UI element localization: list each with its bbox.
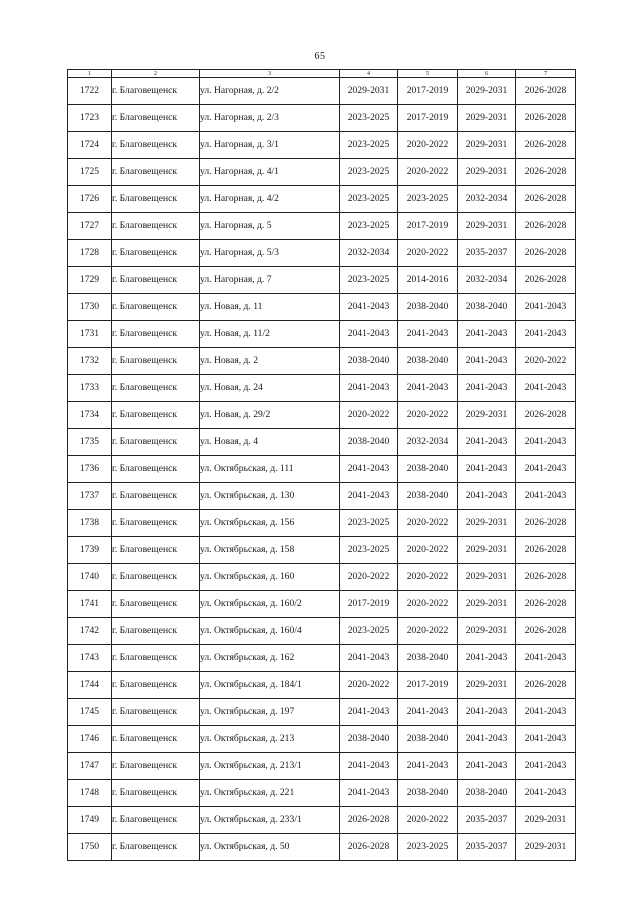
row-number: 1724 <box>68 132 112 159</box>
period-col7-cell: 2041-2043 <box>516 645 576 672</box>
city-cell: г. Благовещенск <box>112 321 200 348</box>
period-col6-cell: 2029-2031 <box>458 105 516 132</box>
page-number: 65 <box>314 51 326 62</box>
period-col6-cell: 2032-2034 <box>458 186 516 213</box>
period-col4-cell: 2041-2043 <box>340 375 398 402</box>
period-col5-cell: 2041-2043 <box>398 753 458 780</box>
table-row <box>68 753 576 780</box>
table-row <box>68 240 576 267</box>
address-cell: ул. Нагорная, д. 2/2 <box>200 78 340 105</box>
period-col5-cell: 2014-2016 <box>398 267 458 294</box>
period-col5-cell: 2041-2043 <box>398 375 458 402</box>
period-col4-cell: 2032-2034 <box>340 240 398 267</box>
address-cell: ул. Октябрьская, д. 162 <box>200 645 340 672</box>
period-col6-cell: 2041-2043 <box>458 753 516 780</box>
period-col4-cell: 2020-2022 <box>340 564 398 591</box>
table-row <box>68 402 576 429</box>
table-row <box>68 375 576 402</box>
row-number: 1722 <box>68 78 112 105</box>
address-cell: ул. Новая, д. 29/2 <box>200 402 340 429</box>
city-cell: г. Благовещенск <box>112 618 200 645</box>
period-col4-cell: 2041-2043 <box>340 483 398 510</box>
table-row <box>68 537 576 564</box>
period-col6-cell: 2041-2043 <box>458 321 516 348</box>
city-cell: г. Благовещенск <box>112 240 200 267</box>
period-col4-cell: 2017-2019 <box>340 591 398 618</box>
address-cell: ул. Нагорная, д. 5 <box>200 213 340 240</box>
city-cell: г. Благовещенск <box>112 537 200 564</box>
period-col7-cell: 2026-2028 <box>516 78 576 105</box>
period-col5-cell: 2017-2019 <box>398 213 458 240</box>
period-col4-cell: 2038-2040 <box>340 348 398 375</box>
address-cell: ул. Нагорная, д. 4/2 <box>200 186 340 213</box>
city-cell: г. Благовещенск <box>112 213 200 240</box>
period-col7-cell: 2041-2043 <box>516 375 576 402</box>
table-row <box>68 105 576 132</box>
address-cell: ул. Нагорная, д. 2/3 <box>200 105 340 132</box>
column-number: 3 <box>200 70 340 78</box>
period-col4-cell: 2041-2043 <box>340 321 398 348</box>
period-col7-cell: 2041-2043 <box>516 726 576 753</box>
city-cell: г. Благовещенск <box>112 591 200 618</box>
address-cell: ул. Новая, д. 2 <box>200 348 340 375</box>
row-number: 1747 <box>68 753 112 780</box>
period-col4-cell: 2041-2043 <box>340 456 398 483</box>
period-col7-cell: 2041-2043 <box>516 780 576 807</box>
period-col6-cell: 2029-2031 <box>458 591 516 618</box>
period-col6-cell: 2041-2043 <box>458 429 516 456</box>
period-col4-cell: 2023-2025 <box>340 132 398 159</box>
period-col5-cell: 2023-2025 <box>398 834 458 861</box>
period-col4-cell: 2029-2031 <box>340 78 398 105</box>
period-col4-cell: 2038-2040 <box>340 429 398 456</box>
period-col6-cell: 2029-2031 <box>458 159 516 186</box>
table-row <box>68 510 576 537</box>
period-col7-cell: 2041-2043 <box>516 699 576 726</box>
city-cell: г. Благовещенск <box>112 510 200 537</box>
period-col7-cell: 2041-2043 <box>516 456 576 483</box>
column-number-row <box>68 70 576 78</box>
column-number: 5 <box>398 70 458 78</box>
address-cell: ул. Октябрьская, д. 221 <box>200 780 340 807</box>
period-col6-cell: 2041-2043 <box>458 483 516 510</box>
column-number: 2 <box>112 70 200 78</box>
row-number: 1731 <box>68 321 112 348</box>
address-cell: ул. Октябрьская, д. 130 <box>200 483 340 510</box>
city-cell: г. Благовещенск <box>112 753 200 780</box>
period-col7-cell: 2026-2028 <box>516 159 576 186</box>
period-col4-cell: 2041-2043 <box>340 645 398 672</box>
period-col5-cell: 2020-2022 <box>398 537 458 564</box>
row-number: 1725 <box>68 159 112 186</box>
period-col6-cell: 2029-2031 <box>458 510 516 537</box>
period-col4-cell: 2023-2025 <box>340 618 398 645</box>
table-row <box>68 672 576 699</box>
table-row <box>68 618 576 645</box>
period-col6-cell: 2035-2037 <box>458 834 516 861</box>
period-col4-cell: 2023-2025 <box>340 213 398 240</box>
city-cell: г. Благовещенск <box>112 807 200 834</box>
period-col6-cell: 2041-2043 <box>458 645 516 672</box>
table-row <box>68 807 576 834</box>
city-cell: г. Благовещенск <box>112 294 200 321</box>
address-cell: ул. Нагорная, д. 3/1 <box>200 132 340 159</box>
address-cell: ул. Октябрьская, д. 233/1 <box>200 807 340 834</box>
period-col7-cell: 2026-2028 <box>516 186 576 213</box>
period-col6-cell: 2041-2043 <box>458 348 516 375</box>
row-number: 1742 <box>68 618 112 645</box>
table-row <box>68 564 576 591</box>
period-col7-cell: 2026-2028 <box>516 618 576 645</box>
period-col4-cell: 2041-2043 <box>340 294 398 321</box>
table-row <box>68 456 576 483</box>
period-col4-cell: 2020-2022 <box>340 672 398 699</box>
period-col7-cell: 2026-2028 <box>516 537 576 564</box>
period-col5-cell: 2032-2034 <box>398 429 458 456</box>
period-col5-cell: 2017-2019 <box>398 78 458 105</box>
row-number: 1746 <box>68 726 112 753</box>
period-col5-cell: 2041-2043 <box>398 321 458 348</box>
period-col6-cell: 2035-2037 <box>458 807 516 834</box>
period-col4-cell: 2020-2022 <box>340 402 398 429</box>
period-col7-cell: 2029-2031 <box>516 807 576 834</box>
city-cell: г. Благовещенск <box>112 267 200 294</box>
city-cell: г. Благовещенск <box>112 375 200 402</box>
address-cell: ул. Октябрьская, д. 213 <box>200 726 340 753</box>
period-col5-cell: 2038-2040 <box>398 348 458 375</box>
city-cell: г. Благовещенск <box>112 402 200 429</box>
table-row <box>68 78 576 105</box>
table-row <box>68 213 576 240</box>
row-number: 1740 <box>68 564 112 591</box>
address-cell: ул. Октябрьская, д. 158 <box>200 537 340 564</box>
period-col6-cell: 2029-2031 <box>458 537 516 564</box>
period-col5-cell: 2038-2040 <box>398 456 458 483</box>
period-col5-cell: 2020-2022 <box>398 240 458 267</box>
city-cell: г. Благовещенск <box>112 672 200 699</box>
period-col4-cell: 2023-2025 <box>340 267 398 294</box>
address-cell: ул. Новая, д. 24 <box>200 375 340 402</box>
city-cell: г. Благовещенск <box>112 780 200 807</box>
period-col5-cell: 2038-2040 <box>398 645 458 672</box>
period-col7-cell: 2041-2043 <box>516 294 576 321</box>
period-col6-cell: 2035-2037 <box>458 240 516 267</box>
column-number: 4 <box>340 70 398 78</box>
city-cell: г. Благовещенск <box>112 726 200 753</box>
period-col6-cell: 2029-2031 <box>458 132 516 159</box>
table-row <box>68 834 576 861</box>
period-col5-cell: 2038-2040 <box>398 483 458 510</box>
address-cell: ул. Новая, д. 4 <box>200 429 340 456</box>
row-number: 1734 <box>68 402 112 429</box>
city-cell: г. Благовещенск <box>112 483 200 510</box>
period-col4-cell: 2026-2028 <box>340 807 398 834</box>
period-col4-cell: 2023-2025 <box>340 510 398 537</box>
row-number: 1748 <box>68 780 112 807</box>
row-number: 1727 <box>68 213 112 240</box>
table-row <box>68 267 576 294</box>
city-cell: г. Благовещенск <box>112 159 200 186</box>
row-number: 1723 <box>68 105 112 132</box>
city-cell: г. Благовещенск <box>112 834 200 861</box>
address-cell: ул. Октябрьская, д. 213/1 <box>200 753 340 780</box>
period-col6-cell: 2029-2031 <box>458 672 516 699</box>
city-cell: г. Благовещенск <box>112 429 200 456</box>
city-cell: г. Благовещенск <box>112 348 200 375</box>
city-cell: г. Благовещенск <box>112 105 200 132</box>
city-cell: г. Благовещенск <box>112 564 200 591</box>
period-col5-cell: 2017-2019 <box>398 105 458 132</box>
address-cell: ул. Новая, д. 11/2 <box>200 321 340 348</box>
period-col7-cell: 2041-2043 <box>516 321 576 348</box>
period-col5-cell: 2038-2040 <box>398 294 458 321</box>
period-col7-cell: 2026-2028 <box>516 240 576 267</box>
period-col6-cell: 2029-2031 <box>458 564 516 591</box>
period-col7-cell: 2041-2043 <box>516 753 576 780</box>
period-col7-cell: 2026-2028 <box>516 672 576 699</box>
table-row <box>68 348 576 375</box>
table-row <box>68 780 576 807</box>
city-cell: г. Благовещенск <box>112 645 200 672</box>
column-number: 6 <box>458 70 516 78</box>
period-col6-cell: 2041-2043 <box>458 726 516 753</box>
period-col5-cell: 2038-2040 <box>398 726 458 753</box>
period-col4-cell: 2041-2043 <box>340 780 398 807</box>
period-col5-cell: 2020-2022 <box>398 591 458 618</box>
row-number: 1730 <box>68 294 112 321</box>
housing-schedule-table <box>67 69 576 861</box>
row-number: 1741 <box>68 591 112 618</box>
table-row <box>68 645 576 672</box>
period-col6-cell: 2041-2043 <box>458 375 516 402</box>
period-col6-cell: 2041-2043 <box>458 456 516 483</box>
city-cell: г. Благовещенск <box>112 456 200 483</box>
period-col5-cell: 2020-2022 <box>398 807 458 834</box>
row-number: 1733 <box>68 375 112 402</box>
period-col6-cell: 2029-2031 <box>458 78 516 105</box>
table-row <box>68 186 576 213</box>
address-cell: ул. Октябрьская, д. 111 <box>200 456 340 483</box>
period-col4-cell: 2041-2043 <box>340 753 398 780</box>
address-cell: ул. Октябрьская, д. 160 <box>200 564 340 591</box>
period-col7-cell: 2026-2028 <box>516 591 576 618</box>
period-col7-cell: 2026-2028 <box>516 105 576 132</box>
period-col5-cell: 2023-2025 <box>398 186 458 213</box>
period-col5-cell: 2020-2022 <box>398 132 458 159</box>
period-col6-cell: 2038-2040 <box>458 294 516 321</box>
period-col6-cell: 2029-2031 <box>458 402 516 429</box>
row-number: 1738 <box>68 510 112 537</box>
table-row <box>68 483 576 510</box>
table-row <box>68 726 576 753</box>
row-number: 1737 <box>68 483 112 510</box>
table-row <box>68 429 576 456</box>
period-col6-cell: 2032-2034 <box>458 267 516 294</box>
period-col6-cell: 2038-2040 <box>458 780 516 807</box>
table-row <box>68 591 576 618</box>
period-col7-cell: 2041-2043 <box>516 429 576 456</box>
row-number: 1729 <box>68 267 112 294</box>
period-col5-cell: 2020-2022 <box>398 618 458 645</box>
period-col6-cell: 2029-2031 <box>458 213 516 240</box>
row-number: 1735 <box>68 429 112 456</box>
period-col5-cell: 2017-2019 <box>398 672 458 699</box>
city-cell: г. Благовещенск <box>112 78 200 105</box>
period-col7-cell: 2026-2028 <box>516 267 576 294</box>
address-cell: ул. Октябрьская, д. 50 <box>200 834 340 861</box>
period-col4-cell: 2041-2043 <box>340 699 398 726</box>
period-col7-cell: 2029-2031 <box>516 834 576 861</box>
table-row <box>68 699 576 726</box>
period-col4-cell: 2023-2025 <box>340 537 398 564</box>
period-col5-cell: 2020-2022 <box>398 510 458 537</box>
row-number: 1749 <box>68 807 112 834</box>
address-cell: ул. Новая, д. 11 <box>200 294 340 321</box>
address-cell: ул. Нагорная, д. 7 <box>200 267 340 294</box>
period-col5-cell: 2041-2043 <box>398 699 458 726</box>
period-col7-cell: 2026-2028 <box>516 132 576 159</box>
table-row <box>68 159 576 186</box>
period-col7-cell: 2026-2028 <box>516 402 576 429</box>
city-cell: г. Благовещенск <box>112 132 200 159</box>
period-col4-cell: 2023-2025 <box>340 105 398 132</box>
city-cell: г. Благовещенск <box>112 186 200 213</box>
period-col4-cell: 2023-2025 <box>340 186 398 213</box>
address-cell: ул. Октябрьская, д. 160/2 <box>200 591 340 618</box>
row-number: 1728 <box>68 240 112 267</box>
table-row <box>68 321 576 348</box>
address-cell: ул. Нагорная, д. 5/3 <box>200 240 340 267</box>
row-number: 1732 <box>68 348 112 375</box>
period-col5-cell: 2020-2022 <box>398 159 458 186</box>
row-number: 1750 <box>68 834 112 861</box>
period-col6-cell: 2029-2031 <box>458 618 516 645</box>
column-number: 1 <box>68 70 112 78</box>
row-number: 1744 <box>68 672 112 699</box>
table-body <box>68 78 576 861</box>
period-col7-cell: 2026-2028 <box>516 510 576 537</box>
row-number: 1739 <box>68 537 112 564</box>
address-cell: ул. Октябрьская, д. 156 <box>200 510 340 537</box>
address-cell: ул. Октябрьская, д. 160/4 <box>200 618 340 645</box>
period-col7-cell: 2041-2043 <box>516 483 576 510</box>
period-col6-cell: 2041-2043 <box>458 699 516 726</box>
city-cell: г. Благовещенск <box>112 699 200 726</box>
period-col5-cell: 2020-2022 <box>398 564 458 591</box>
row-number: 1736 <box>68 456 112 483</box>
address-cell: ул. Октябрьская, д. 184/1 <box>200 672 340 699</box>
table-row <box>68 294 576 321</box>
row-number: 1745 <box>68 699 112 726</box>
column-number: 7 <box>516 70 576 78</box>
period-col7-cell: 2026-2028 <box>516 564 576 591</box>
period-col5-cell: 2038-2040 <box>398 780 458 807</box>
table-row <box>68 132 576 159</box>
address-cell: ул. Октябрьская, д. 197 <box>200 699 340 726</box>
period-col4-cell: 2038-2040 <box>340 726 398 753</box>
address-cell: ул. Нагорная, д. 4/1 <box>200 159 340 186</box>
period-col4-cell: 2026-2028 <box>340 834 398 861</box>
row-number: 1743 <box>68 645 112 672</box>
period-col4-cell: 2023-2025 <box>340 159 398 186</box>
period-col5-cell: 2020-2022 <box>398 402 458 429</box>
period-col7-cell: 2020-2022 <box>516 348 576 375</box>
period-col7-cell: 2026-2028 <box>516 213 576 240</box>
row-number: 1726 <box>68 186 112 213</box>
